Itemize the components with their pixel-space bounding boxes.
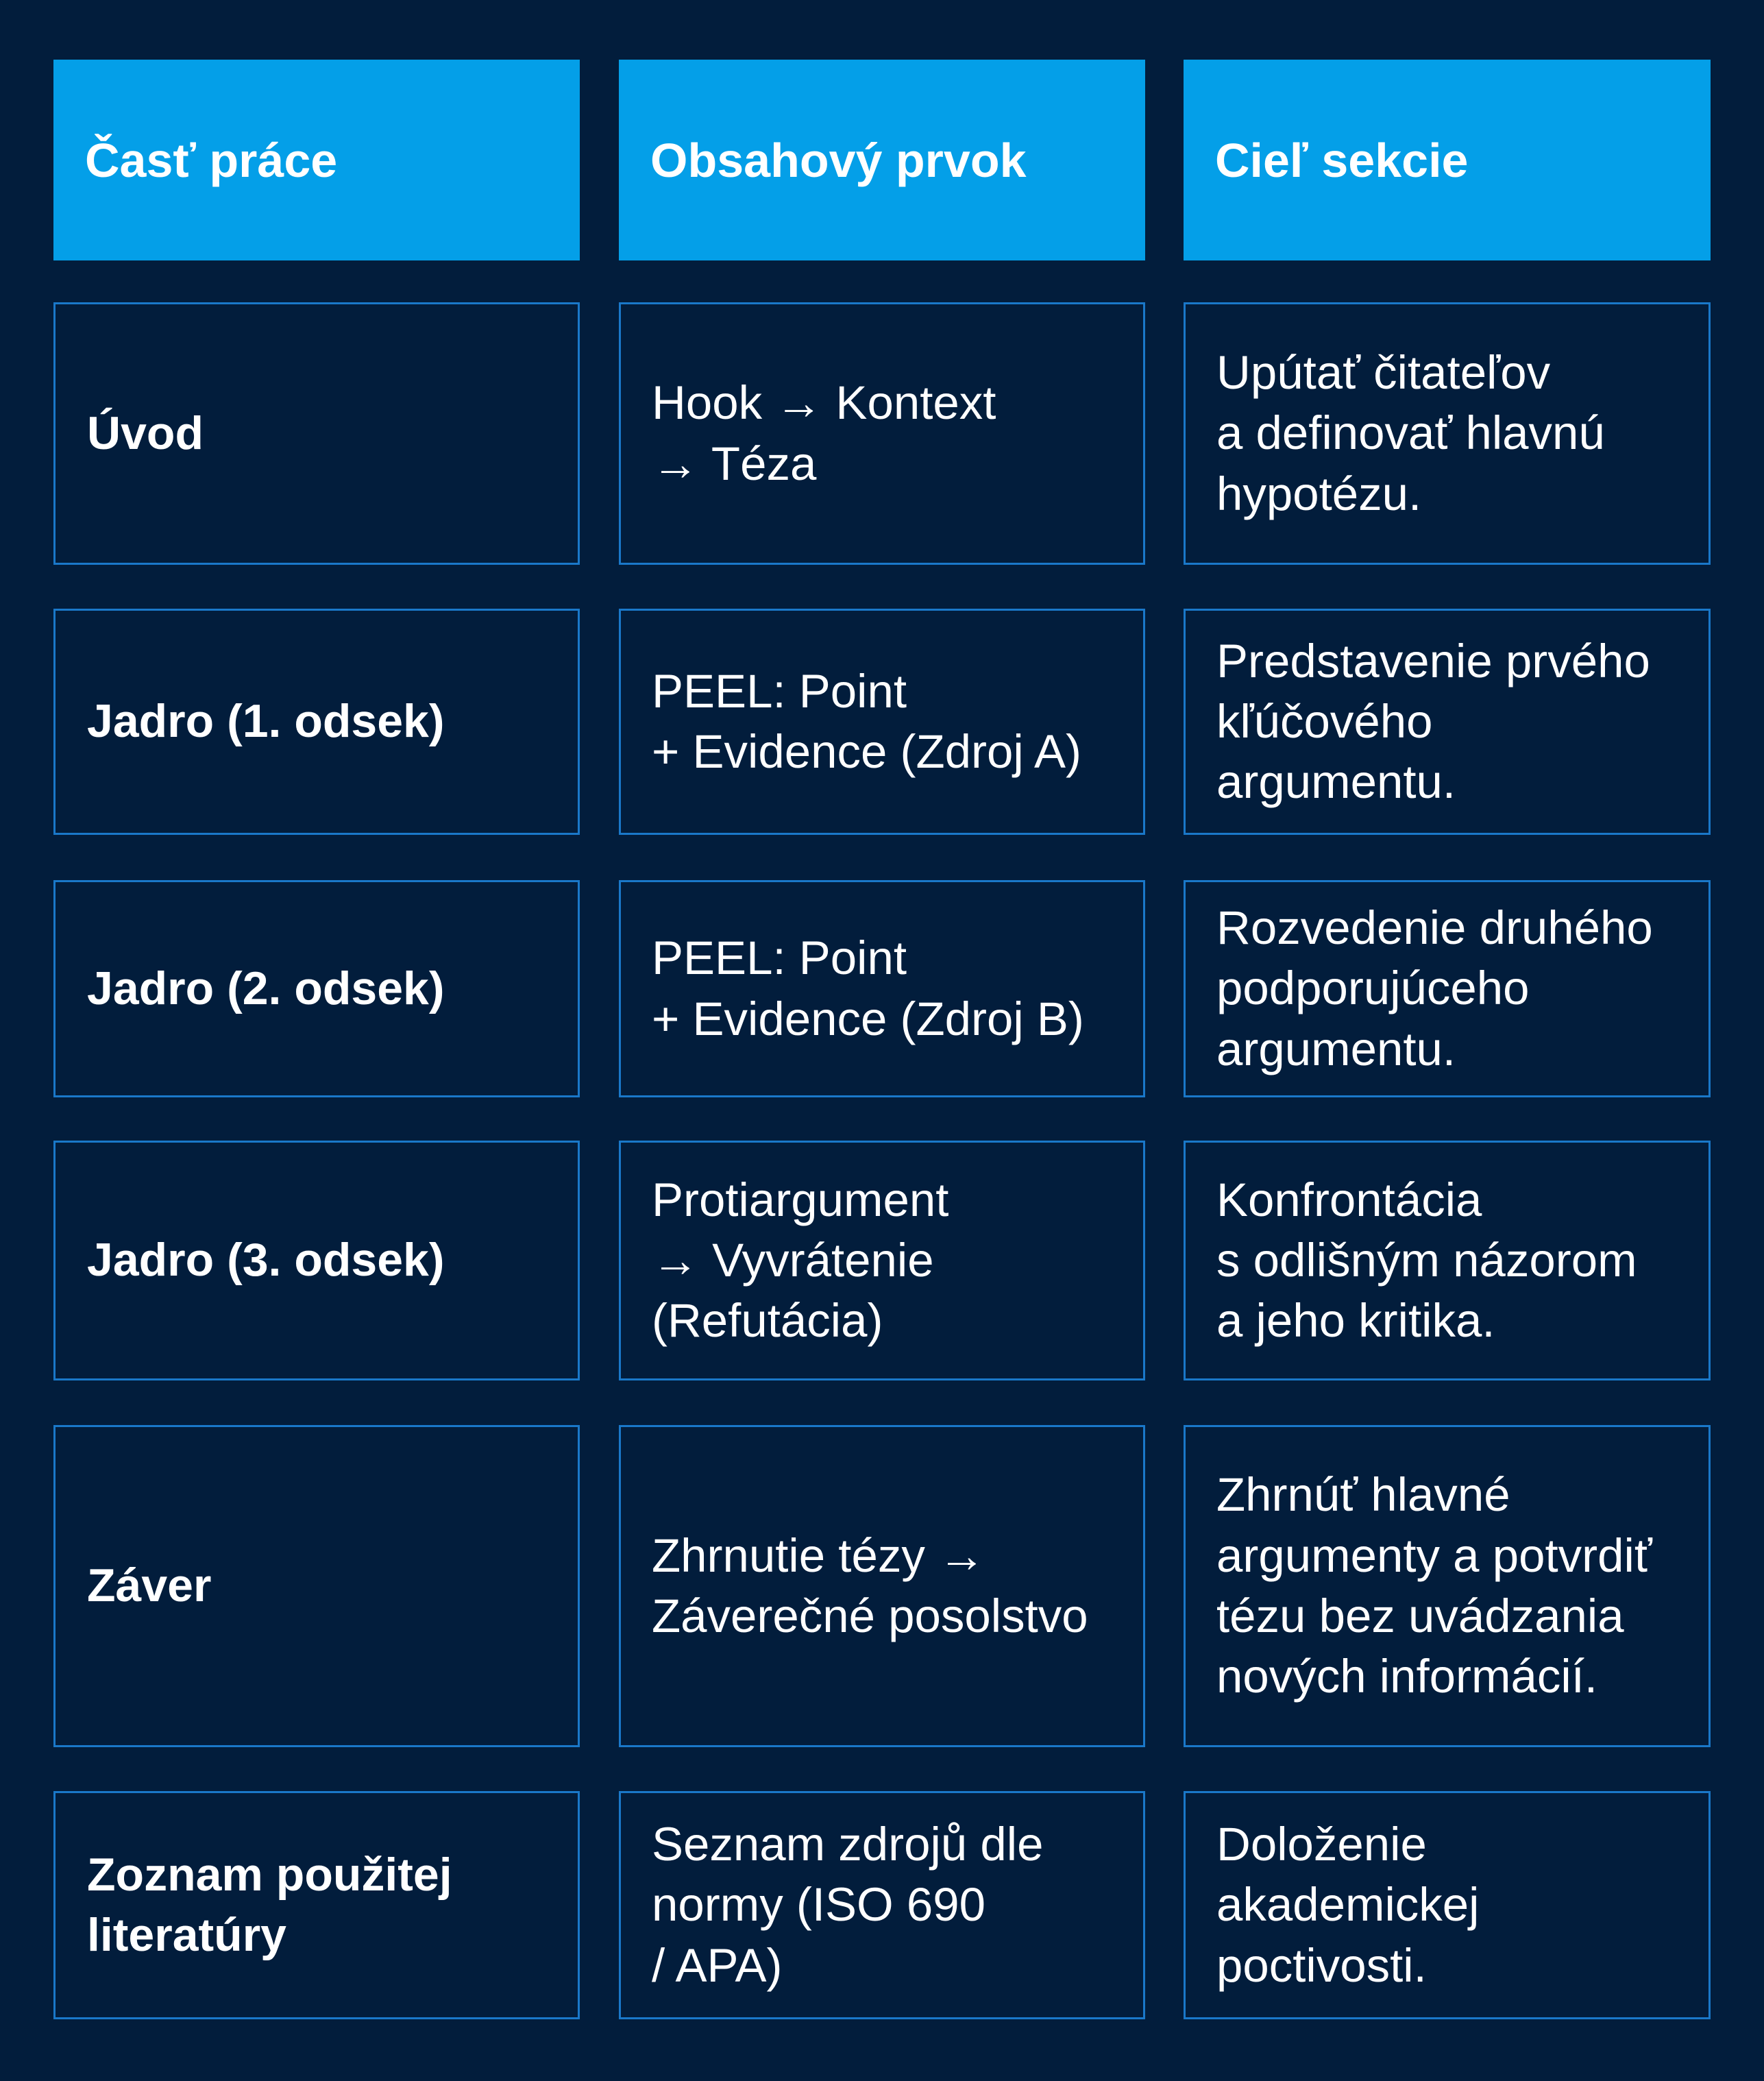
row-2-element: PEEL: Point + Evidence (Zdroj A): [619, 609, 1145, 835]
row-6-element: Seznam zdrojů dle normy (ISO 690 / APA): [619, 1791, 1145, 2019]
row-1-element: Hook → Kontext → Téza: [619, 302, 1145, 565]
header-section-goal: Cieľ sekcie: [1184, 60, 1711, 260]
row-3-element: PEEL: Point + Evidence (Zdroj B): [619, 880, 1145, 1097]
header-part: Časť práce: [53, 60, 580, 260]
row-4-element: Protiargument → Vyvrátenie (Refutácia): [619, 1141, 1145, 1380]
header-content-element: Obsahový prvok: [619, 60, 1145, 260]
row-3-part: Jadro (2. odsek): [53, 880, 580, 1097]
row-6-part: Zoznam použitej literatúry: [53, 1791, 580, 2019]
row-1-part: Úvod: [53, 302, 580, 565]
row-1-goal: Upútať čitateľov a definovať hlavnú hypotézu.: [1184, 302, 1711, 565]
row-5-goal: Zhrnúť hlavné argumenty a potvrdiť tézu bez uvádzania nových informácií.: [1184, 1425, 1711, 1747]
row-4-goal: Konfrontácia s odlišným názorom a jeho kritika.: [1184, 1141, 1711, 1380]
row-3-goal: Rozvedenie druhého podporujúceho argumentu.: [1184, 880, 1711, 1097]
row-5-element: Zhrnutie tézy → Záverečné posolstvo: [619, 1425, 1145, 1747]
row-4-part: Jadro (3. odsek): [53, 1141, 580, 1380]
row-2-goal: Predstavenie prvého kľúčového argumentu.: [1184, 609, 1711, 835]
row-2-part: Jadro (1. odsek): [53, 609, 580, 835]
row-5-part: Záver: [53, 1425, 580, 1747]
row-6-goal: Doloženie akademickej poctivosti.: [1184, 1791, 1711, 2019]
